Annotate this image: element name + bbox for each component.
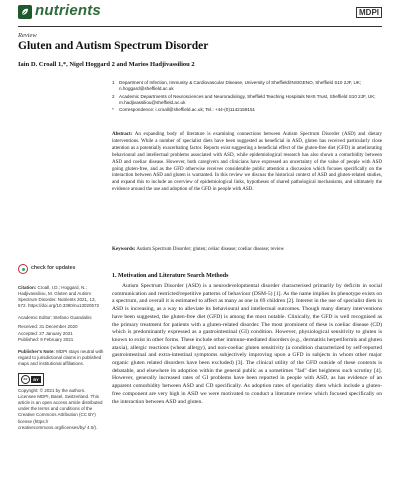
by-mark: BY — [33, 377, 39, 383]
affiliation-marker: * — [112, 107, 114, 113]
dates-block — [18, 315, 104, 342]
copyright-text: Copyright: © 2021 by the authors. Licensee MDPI, Basel, Switzerland. This article is an open access article distributed under the terms and conditions of the Creative Commons Attribution (CC BY) license (https:// creativecommons.org/licenses/by/ 4.0/). — [18, 388, 103, 430]
published-date: Published: 9 February 2021 — [18, 336, 74, 342]
main-body — [112, 273, 382, 406]
author-list: Iain D. Croall 1,*, Nigel Hoggard 2 and Marios Hadjivassiliou 2 — [18, 61, 195, 68]
citation-label: Citation: — [18, 285, 37, 290]
correspondence — [112, 107, 380, 113]
cc-by-license-icon[interactable] — [18, 373, 44, 386]
section-heading: 1. Motivation and Literature Search Methods — [112, 273, 229, 279]
keywords-text: Autism Spectrum Disorder; gluten; celiac disease; coeliac disease; review — [136, 247, 285, 252]
abstract-text: An expanding body of literature is examining connections between Autism Spectrum Disorder (ASD) and dietary interventions. While a number of specialist diets have been suggested as beneficial in ASD, gluten has received particularly close attention as a potentially exacerbating factor. Reports exist suggesting a beneficial effect of the gluten-free diet (GFD) in ameliorating behavioural and intellectual problems associated with ASD, while epidemiological research has also shown a comorbidity between ASD and coeliac disease. However, both caregivers and clinicians have expressed an uncertainty of the value of people with ASD going gluten-free, and as the GFD otherwise receives considerable public attention a discussion which focuses specifically on the interaction between ASD and gluten is warranted. In this review we discuss the historical context of ASD and gluten-related studies, and expand this to include an overview of epidemiological links, hypotheses of shared pathological mechanisms, and ultimately the evidence around the use and adoption of the GFD in people with ASD. — [112, 132, 382, 193]
journal-header — [18, 0, 382, 26]
abstract-label: Abstract: — [112, 132, 133, 137]
body-paragraph: Autism Spectrum Disorder (ASD) is a neurodevelopmental disorder characterised primarily by deficits in social communication and restricted/repetitive patterns of behaviour (DSM-5) [1]. As the name implies its phenotype exists on a spectrum, and overall it is estimated to affect as many as one in 69 children [2]. Interest in the use of specialist diets in ASD is increasing, as a way to alleviate its behavioural and intellectual outcomes. Though many dietary interventions have been suggested, the gluten-free diet (GFD) is among the most notable. Clinically, the GFD is well recognised as the primary treatment for patients with a gluten-related disorder. The most prominent of these is coeliac disease (CD) which is predominantly expressed as a gastrointestinal (GI) condition. However, physiological sensitivity to gluten is known to exist in other forms. These include other immune-mediated disorders (e.g., dermatitis herpetiformis and gluten ataxia), allergic reactions (wheat allergy), and non-coeliac gluten sensitivity (a condition characterized by self-reported gastrointestinal and extra-intestinal symptoms subjectively improving upon a GFD in subjects in whom other major organic gluten related disorders have been excluded) [3]. The clinical utility of the GFD outside of these contexts is debatable, and elsewhere its adoption within the general public as a sometimes "fad" diet heightens such scrutiny [4]. However, generally increased rates of GI problems have been reported in people with ASD, as has evidence of an apparent comorbidity between ASD and CD specifically. As adoption rates of speciality diets which include a gluten-free component are very high in ASD we were motivated to conduct a literature review which focused specifically on the interaction between ASD and gluten. — [112, 283, 382, 405]
affiliation-marker: 2 — [112, 93, 115, 99]
correspondence-text: Correspondence: i.croall@sheffield.ac.uk; Tel.: +44-(0)1142159151 — [119, 107, 256, 113]
header-rule — [18, 26, 382, 27]
keywords-label: Keywords: — [112, 247, 136, 252]
affiliation-text: Academic Departments of Neurosciences and Neuroradiology, Sheffield Teaching Hospitals NHS Trust, Sheffield S10 2JF, UK; m.hadjivassiliou@sheffield.ac.uk — [119, 93, 376, 105]
affiliation-item — [112, 94, 380, 107]
check-updates-badge[interactable] — [18, 262, 104, 276]
article-type: Review — [18, 32, 37, 39]
license-block — [18, 373, 104, 431]
publisher-note-label: Publisher's Note: — [18, 348, 55, 354]
affiliations — [112, 80, 380, 114]
publisher-note-text: MDPI stays neutral with regard to jurisdictional claims in published maps and institutional affiliations. — [18, 348, 104, 366]
keywords — [112, 247, 382, 254]
article-sidebar — [18, 262, 104, 437]
check-updates-label: check for updates — [31, 265, 76, 272]
received-date: Received: 31 December 2020 — [18, 324, 78, 330]
affiliation-marker: 1 — [112, 80, 115, 85]
citation-text: Croall, I.D.; Hoggard, N.; Hadjivassiliou, M. Gluten and Autism Spectrum Disorder. Nutrients 2021, 13, 572. https://doi.org/10.3390/nu13020572 — [18, 285, 100, 309]
nutrients-leaf-logo-icon — [18, 5, 32, 19]
check-updates-icon — [18, 264, 28, 274]
citation-block — [18, 285, 104, 309]
affiliation-item — [112, 80, 380, 93]
journal-name: nutrients — [35, 2, 101, 19]
academic-editor: Academic Editor: Stefano Guandalini — [18, 315, 92, 321]
affiliation-text: Department of Infection, Immunity & Cardiovascular Disease, University of Sheffield/INSIGENO, Sheffield S10 2JF, UK; n.hoggard@sheffield.ac.uk — [119, 80, 362, 92]
article-title: Gluten and Autism Spectrum Disorder — [18, 40, 209, 52]
cc-mark: cc — [21, 375, 30, 384]
publisher-note — [18, 349, 104, 367]
abstract — [112, 132, 382, 194]
publisher-logo: MDPI — [356, 7, 382, 18]
accepted-date: Accepted: 27 January 2021 — [18, 330, 73, 336]
